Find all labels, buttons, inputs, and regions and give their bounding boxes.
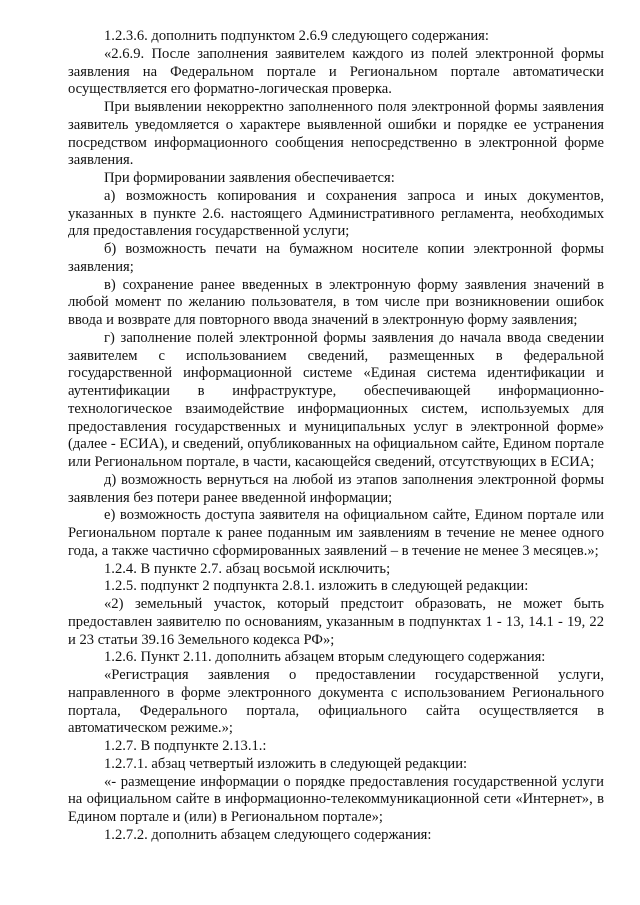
paragraph-item-125: 1.2.5. подпункт 2 подпункта 2.8.1. изложить в следующей редакции:: [104, 578, 529, 595]
paragraph-item-b: б) возможность печати на бумажном носителе копии электронной формы заявления;: [68, 241, 604, 275]
paragraph-item-1272: 1.2.7.2. дополнить абзацем следующего содержания:: [104, 826, 432, 843]
paragraph-item-1236: 1.2.3.6. дополнить подпунктом 2.6.9 следующего содержания:: [104, 28, 489, 44]
paragraph-item-124: 1.2.4. В пункте 2.7. абзац восьмой исключить;: [104, 560, 391, 577]
document-page: [68, 28, 604, 845]
paragraph-item-v: в) сохранение ранее введенных в электронную форму заявления значений в любой момент по желанию пользователя, в том числе при возникновении ошибок ввода и возврате для повторного ввода значений в электронную форму заявления;: [68, 276, 604, 328]
paragraph-item-126: 1.2.6. Пункт 2.11. дополнить абзацем вторым следующего содержания:: [104, 649, 546, 666]
paragraph-item-g: г) заполнение полей электронной формы заявления до начала ввода сведении заявителем с использованием сведений, размещенных в федеральной государственной информационной системе «Единая система идентификации и аутентификации в инфраструктуре, обеспечивающей информационно-технологическое взаимодействие информационных систем, используемых для предоставления государственных и муниципальных услуг в электронной форме» (далее - ЕСИА), и сведений, опубликованных на официальном сайте, Едином портале или Региональном портале, в части, касающейся сведений, отсутствующих в ЕСИА;: [68, 329, 604, 470]
paragraph-subclause-2: «2) земельный участок, который предстоит образовать, не может быть предоставлен заявителю по основаниям, указанным в подпунктах 1 - 13, 14.1 - 19, 22 и 23 статьи 39.16 Земельного кодекса РФ»;: [68, 596, 604, 648]
paragraph-item-e: е) возможность доступа заявителя на официальном сайте, Едином портале или Региональном портале к ранее поданным им заявлениям в течение не менее одного года, а также частично сформированных заявлений – в течение не менее 3 месяцев.»;: [68, 507, 604, 559]
paragraph-error-notice: При выявлении некорректно заполненного поля электронной формы заявления заявитель уведомляется о характере выявленной ошибки и порядке ее устранения посредством информационного сообщения непосредственно в электронной форме заявления.: [68, 99, 604, 169]
paragraph-clause-269: «2.6.9. После заполнения заявителем каждого из полей электронной формы заявления на Федеральном портале и Региональном портале автоматически осуществляется его форматно-логическая проверка.: [68, 45, 604, 98]
paragraph-info-placement: «- размещение информации о порядке предоставления государственной услуги на официальном сайте в информационно-телекоммуникационной сети «Интернет», в Едином портале и (или) в Региональном портале»;: [68, 773, 604, 825]
paragraph-item-127: 1.2.7. В подпункте 2.13.1.:: [104, 738, 267, 754]
paragraph-provided-list-intro: При формировании заявления обеспечивается:: [104, 170, 395, 186]
paragraph-item-1271: 1.2.7.1. абзац четвертый изложить в следующей редакции:: [104, 755, 468, 772]
paragraph-registration: «Регистрация заявления о предоставлении государственной услуги, направленного в форме электронного документа с использованием Регионального портала, Федерального портала, официального сайта осуществляется в автоматическом режиме.»;: [68, 667, 604, 737]
paragraph-item-d: д) возможность вернуться на любой из этапов заполнения электронной формы заявления без потери ранее введенной информации;: [68, 471, 604, 506]
paragraph-item-a: а) возможность копирования и сохранения запроса и иных документов, указанных в пункте 2.6. настоящего Административного регламента, необходимых для предоставления государственной услуги;: [68, 187, 604, 240]
